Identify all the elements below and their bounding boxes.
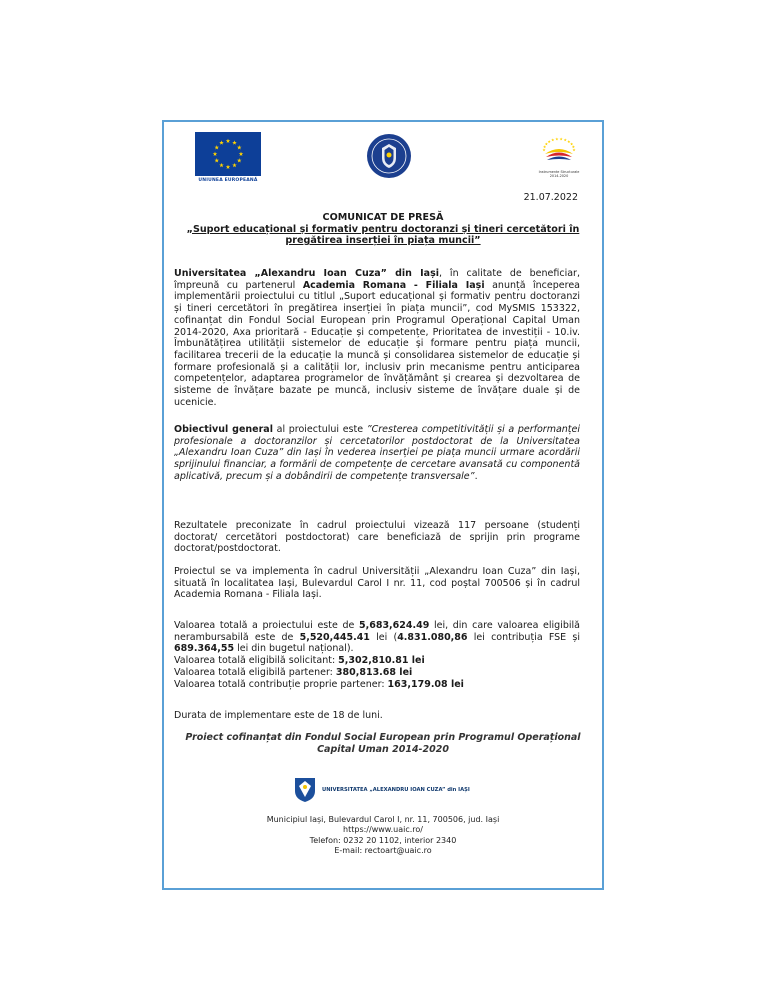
heading: COMUNICAT DE PRESĂ: [322, 212, 444, 223]
document-date: 21.07.2022: [523, 192, 578, 203]
romanian-government-logo: [366, 133, 412, 179]
paragraph-location: Proiectul se va implementa în cadrul Universității „Alexandru Ioan Cuza” din Iași, situată în localitatea Iași, Bulevardul Carol I nr. 11, cod poștal 700506 și în cadrul Academia Romana - Filiala Iași.: [174, 566, 580, 601]
is-star-icon: [551, 138, 554, 141]
address-line: Municipiul Iași, Bulevardul Carol I, nr. 11, 700506, jud. Iași: [266, 815, 500, 824]
eu-star-icon: [214, 158, 219, 162]
eu-star-icon: [232, 140, 237, 144]
is-star-icon: [545, 142, 548, 145]
eu-star-icon: [239, 152, 244, 156]
uaic-name: UNIVERSITATEA „ALEXANDRU IOAN CUZA” din IAȘI: [322, 787, 470, 793]
is-star-icon: [560, 138, 563, 141]
phone-line: Telefon: 0232 20 1102, interior 2340: [309, 835, 457, 845]
eu-logo: [195, 132, 261, 188]
uaic-crest-icon: [294, 777, 316, 803]
paragraph-results: Rezultatele preconizate în cadrul proiectului vizează 117 persoane (studenți doctorat/ cercetători postdoctorat) care beneficiază de sprijin prin programe doctorat/postdoctorat.: [174, 520, 580, 555]
uaic-logo: [294, 777, 494, 805]
paragraph-duration: Durata de implementare este de 18 de luni.: [174, 710, 383, 721]
budget-line-partner-contribution: Valoarea totală contribuție proprie partener: 163,179.08 lei: [174, 678, 464, 690]
government-seal-icon: [366, 133, 412, 179]
is-star-icon: [548, 140, 551, 143]
email-link[interactable]: E-mail: rectoart@uaic.ro: [334, 845, 432, 855]
contact-address: [184, 815, 582, 856]
website-link[interactable]: https://www.uaic.ro/: [343, 825, 423, 835]
is-star-icon: [567, 140, 570, 143]
cofinance-note: Proiect cofinanțat din Fondul Social European prin Programul Operațional Capital Uman 2014-2020: [185, 732, 581, 755]
structural-instruments-caption: Instrumente Structurale 2014-2020: [538, 170, 580, 178]
is-star-icon: [555, 138, 558, 141]
is-star-icon: [570, 142, 573, 145]
project-title-line-1: „Suport educațional și formativ pentru doctoranzi și tineri cercetători în: [186, 223, 580, 235]
logo-bar: [164, 122, 602, 192]
paragraph-objective: Obiectivul general al proiectului este ”Cresterea competitivității și a performanței profesionale a doctoranzilor și cercetatorilor postdoctorat de la Universitatea „Alexandru Ioan Cuza” din Iași în vederea inserției pe piața muncii urmare acordării sprijinului financiar, a formării de competențe de cercetare avansată cu componentă aplicativă, precum și a dobândirii de competențe transversale”.: [174, 424, 580, 482]
is-star-icon: [572, 145, 575, 148]
eu-star-icon: [213, 152, 218, 156]
budget-line-partner: Valoarea totală eligibilă partener: 380,813.68 lei: [174, 666, 413, 678]
eu-flag-icon: [195, 132, 261, 176]
is-star-icon: [572, 148, 575, 151]
project-title-line-2: pregătirea inserției în piața muncii”: [285, 235, 481, 246]
is-star-icon: [542, 148, 545, 151]
eu-star-icon: [232, 163, 237, 167]
document-frame: [162, 120, 604, 890]
eu-star-icon: [237, 145, 242, 149]
eu-star-icon: [219, 163, 224, 167]
is-star-icon: [564, 138, 567, 141]
is-star-icon: [543, 145, 546, 148]
eu-star-icon: [219, 140, 224, 144]
eu-star-icon: [214, 145, 219, 149]
paragraph-budget: Valoarea totală a proiectului este de 5,683,624.49 lei, din care valoarea eligibilă nerambursabilă este de 5,520,445.41 lei (4.831.080,86 lei contribuția FSE și 689.364,55 lei din bugetul național). Valoarea totală eligibilă solicitant: 5,302,810.81 lei Valoarea totală eligibilă partener: 380,813.68 lei Valoarea totală contribuție proprie partener: 163,179.08 lei: [174, 620, 580, 690]
eu-caption: UNIUNEA EUROPEANĂ: [198, 178, 258, 183]
eu-stars-icon: [195, 132, 261, 176]
eu-star-icon: [226, 139, 231, 143]
press-release-title: [184, 212, 582, 247]
budget-line-applicant: Valoarea totală eligibilă solicitant: 5,302,810.81 lei: [174, 655, 425, 667]
structural-instruments-icon: [537, 130, 581, 170]
structural-instruments-logo: [537, 130, 581, 182]
eu-star-icon: [226, 165, 231, 169]
paragraph-intro: Universitatea „Alexandru Ioan Cuza” din Iași, în calitate de beneficiar, împreună cu partenerul Academia Romana - Filiala Iași anunță începerea implementării proiectului cu titlul „Suport educațional și formativ pentru doctoranzi și tineri cercetători în pregătirea inserției în piața muncii”, cod MySMIS 153322, cofinanțat din Fondul Social European prin Programul Operațional Capital Uman 2014-2020, Axa prioritară - Educație și competențe, Prioritatea de investiții - 10.iv. Îmbunătățirea utilității sistemelor de educație și formare pentru piața muncii, facilitarea trecerii de la educație la muncă și consolidarea sistemelor de educație și formare profesională și a calității lor, inclusiv prin mecanisme pentru anticiparea competențelor, adaptarea programelor de învățământ și crearea și dezvoltarea de sisteme de învățare bazate pe muncă, inclusiv sisteme de învățare duale și de ucenicie.: [174, 268, 580, 408]
eu-star-icon: [237, 158, 242, 162]
